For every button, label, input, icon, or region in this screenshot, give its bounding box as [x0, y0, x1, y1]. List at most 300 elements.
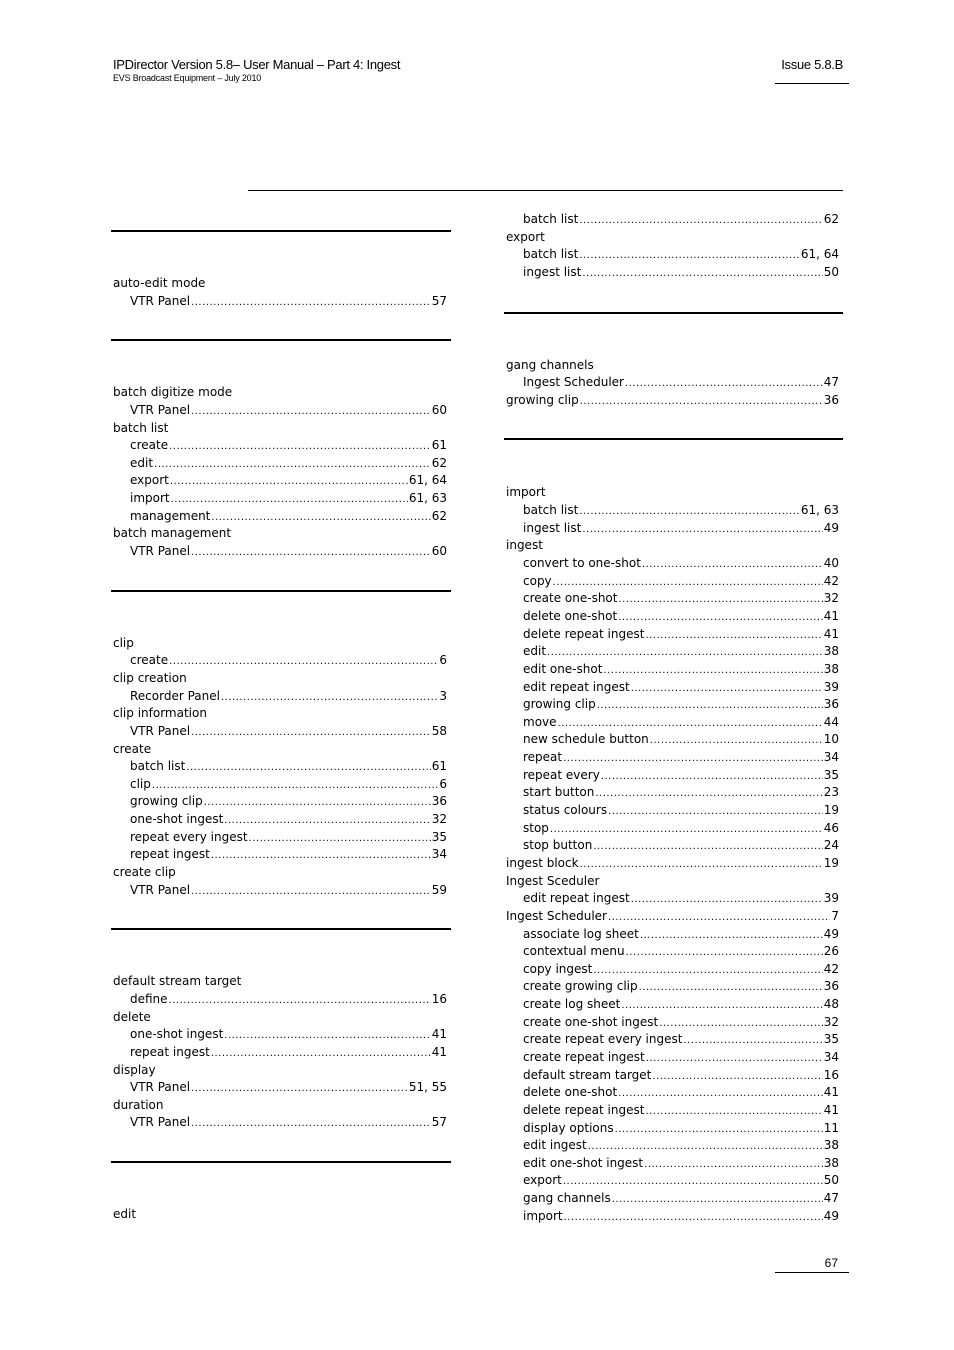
- dot-leader: [221, 689, 438, 707]
- entry-page: 16: [431, 991, 447, 1006]
- entry-page: 47: [823, 375, 839, 390]
- entry-term: edit: [523, 644, 547, 659]
- entry-term: edit one-shot: [523, 661, 603, 676]
- index-subentry: [504, 696, 843, 714]
- dot-leader: [645, 1103, 822, 1121]
- index-subentry: [504, 1208, 843, 1226]
- dot-leader: [652, 1068, 822, 1086]
- entry-term: ingest list: [523, 264, 582, 279]
- entry-term: delete repeat ingest: [523, 626, 645, 641]
- entry-page: 10: [823, 732, 839, 747]
- entry-page: 34: [431, 847, 447, 862]
- dot-leader: [224, 1027, 430, 1045]
- entry-term: batch management: [113, 526, 232, 541]
- dot-leader: [579, 212, 822, 230]
- dot-leader: [593, 838, 822, 856]
- dot-leader: [191, 1115, 431, 1133]
- index-entry: [111, 973, 451, 991]
- dot-leader: [563, 750, 823, 768]
- entry-term: status colours: [523, 803, 608, 818]
- dot-leader: [603, 662, 822, 680]
- index-subentry: [504, 608, 843, 626]
- index-entry: [504, 908, 843, 926]
- dot-leader: [169, 438, 431, 456]
- entry-page: 35: [823, 767, 839, 782]
- index-subentry: [111, 1079, 451, 1097]
- index-subentry: [111, 508, 451, 526]
- index-subentry: [111, 437, 451, 455]
- dot-leader: [621, 997, 822, 1015]
- entry-term: delete one-shot: [523, 1085, 618, 1100]
- entry-term: export: [523, 1173, 562, 1188]
- dot-leader: [152, 777, 438, 795]
- entry-page: 7: [831, 908, 839, 923]
- dot-leader: [553, 574, 823, 592]
- dot-leader: [580, 856, 823, 874]
- entry-term: edit one-shot ingest: [523, 1155, 644, 1170]
- entry-page: 60: [431, 402, 447, 417]
- entry-page: 36: [823, 697, 839, 712]
- index-subentry: [111, 402, 451, 420]
- entry-term: import: [506, 485, 546, 500]
- index-subentry: [111, 846, 451, 864]
- index-subentry: [504, 943, 843, 961]
- entry-term: repeat every: [523, 767, 600, 782]
- entry-term: VTR Panel: [130, 293, 191, 308]
- entry-page: 42: [823, 573, 839, 588]
- dot-leader: [646, 1050, 823, 1068]
- index-subentry: [504, 961, 843, 979]
- dot-leader: [186, 759, 430, 777]
- index-subentry: [111, 758, 451, 776]
- entry-term: Recorder Panel: [130, 688, 220, 703]
- issue-label: Issue 5.8.B: [781, 57, 843, 72]
- entry-page: 49: [823, 1208, 839, 1223]
- entry-term: batch list: [523, 212, 579, 226]
- entry-term: clip: [113, 635, 134, 650]
- index-entry: [504, 484, 843, 502]
- entry-term: create log sheet: [523, 997, 621, 1012]
- index-entry: [111, 741, 451, 759]
- index-subentry: [504, 926, 843, 944]
- index-subentry: [504, 1067, 843, 1085]
- index-entry: [111, 635, 451, 653]
- entry-page: 36: [823, 979, 839, 994]
- index-entry: [111, 705, 451, 723]
- entry-term: clip information: [113, 706, 207, 721]
- entry-term: batch list: [130, 759, 186, 774]
- entry-term: VTR Panel: [130, 723, 191, 738]
- dot-leader: [683, 1032, 822, 1050]
- entry-term: Ingest Scheduler: [523, 375, 624, 390]
- index-subentry: [111, 293, 451, 311]
- entry-page: 3: [439, 688, 447, 703]
- index-subentry: [504, 246, 843, 264]
- document-title: IPDirector Version 5.8– User Manual – Part 4: Ingest: [113, 57, 401, 72]
- entry-term: create repeat ingest: [523, 1049, 645, 1064]
- entry-term: create: [130, 653, 169, 668]
- entry-term: VTR Panel: [130, 544, 191, 559]
- entry-page: 36: [823, 392, 839, 407]
- dot-leader: [564, 1209, 823, 1227]
- dot-leader: [601, 768, 823, 786]
- index-subentry: [111, 991, 451, 1009]
- entry-term: display: [113, 1062, 156, 1077]
- page-number: 67: [824, 1256, 838, 1270]
- entry-page: 50: [823, 264, 839, 279]
- index-subentry: [111, 490, 451, 508]
- dot-leader: [593, 962, 822, 980]
- entry-page: 61, 63: [800, 503, 839, 518]
- dot-leader: [644, 1156, 823, 1174]
- entry-page: 38: [823, 644, 839, 659]
- index-subentry: [504, 1084, 843, 1102]
- index-entry: [504, 855, 843, 873]
- index-entry: [504, 229, 843, 247]
- index-entry: [111, 864, 451, 882]
- index-subentry: [111, 882, 451, 900]
- entry-page: 44: [823, 714, 839, 729]
- entry-term: one-shot ingest: [130, 1027, 224, 1042]
- entry-term: stop button: [523, 838, 593, 853]
- entry-term: VTR Panel: [130, 882, 191, 897]
- entry-term: clip creation: [113, 670, 187, 685]
- entry-term: create growing clip: [523, 979, 638, 994]
- entry-term: copy: [523, 573, 552, 588]
- entry-page: 32: [823, 591, 839, 606]
- dot-leader: [618, 591, 822, 609]
- entry-term: ingest block: [506, 855, 579, 870]
- index-subentry: [504, 996, 843, 1014]
- entry-page: 24: [823, 838, 839, 853]
- dot-leader: [608, 803, 823, 821]
- index-subentry: [504, 502, 843, 520]
- entry-page: 51, 55: [408, 1080, 447, 1095]
- entry-term: import: [130, 491, 170, 506]
- entry-page: 39: [823, 891, 839, 906]
- dot-leader: [631, 680, 823, 698]
- dot-leader: [191, 1080, 408, 1098]
- dot-leader: [154, 456, 431, 474]
- entry-term: batch list: [523, 503, 579, 518]
- entry-page: 41: [431, 1027, 447, 1042]
- entry-page: 61, 63: [408, 491, 447, 506]
- dot-leader: [582, 521, 822, 539]
- index-subentry: [111, 472, 451, 490]
- index-subentry: [504, 374, 843, 392]
- document-subtitle: EVS Broadcast Equipment – July 2010: [113, 73, 262, 83]
- index-subentry: [111, 1114, 451, 1132]
- dot-leader: [211, 847, 431, 865]
- entry-page: 61: [431, 438, 447, 453]
- index-subentry: [504, 626, 843, 644]
- dot-leader: [615, 1121, 823, 1139]
- index-subentry: [111, 723, 451, 741]
- dot-leader: [211, 509, 430, 527]
- dot-leader: [608, 909, 830, 927]
- section-gap: [111, 1163, 451, 1206]
- index-subentry: [504, 1137, 843, 1155]
- index-entry: [504, 873, 843, 891]
- dot-leader: [618, 1085, 823, 1103]
- entry-term: delete one-shot: [523, 608, 618, 623]
- section-gap: [111, 232, 451, 275]
- dot-leader: [211, 1045, 431, 1063]
- index-subentry: [504, 837, 843, 855]
- entry-term: import: [523, 1208, 563, 1223]
- entry-page: 48: [823, 997, 839, 1012]
- entry-page: 41: [823, 1085, 839, 1100]
- entry-term: define: [130, 991, 168, 1006]
- entry-term: create: [113, 741, 152, 756]
- entry-page: 6: [439, 776, 447, 791]
- dot-leader: [625, 375, 823, 393]
- index-top-rule: [248, 190, 843, 191]
- index-entry: [111, 670, 451, 688]
- entry-term: gang channels: [506, 357, 594, 372]
- entry-term: one-shot ingest: [130, 812, 224, 827]
- entry-term: edit: [130, 455, 154, 470]
- index-entry: [111, 1062, 451, 1080]
- index-subentry: [504, 731, 843, 749]
- entry-term: gang channels: [523, 1191, 611, 1206]
- index-entry: [111, 275, 451, 293]
- entry-page: 11: [823, 1120, 839, 1135]
- entry-page: 57: [431, 1115, 447, 1130]
- entry-term: export: [130, 473, 169, 488]
- dot-leader: [558, 715, 823, 733]
- entry-term: create one-shot ingest: [523, 1014, 659, 1029]
- dot-leader: [631, 891, 823, 909]
- index-subentry: [504, 1102, 843, 1120]
- entry-term: clip: [130, 776, 151, 791]
- entry-term: repeat ingest: [130, 847, 210, 862]
- entry-term: stop: [523, 820, 549, 835]
- index-entry: [111, 1009, 451, 1027]
- index-subentry: [111, 793, 451, 811]
- entry-term: copy ingest: [523, 961, 593, 976]
- entry-term: move: [523, 714, 557, 729]
- index-subentry: [504, 211, 843, 229]
- index-subentry: [504, 784, 843, 802]
- dot-leader: [618, 609, 823, 627]
- index-subentry: [111, 829, 451, 847]
- index-entry: [504, 537, 843, 555]
- dot-leader: [547, 644, 823, 662]
- section-gap: [504, 440, 843, 484]
- index-column-left: [111, 230, 451, 1224]
- index-subentry: [504, 820, 843, 838]
- dot-leader: [582, 265, 822, 283]
- index-subentry: [111, 688, 451, 706]
- dot-leader: [170, 473, 408, 491]
- entry-page: 49: [823, 520, 839, 535]
- entry-page: 58: [431, 723, 447, 738]
- entry-term: auto-edit mode: [113, 276, 206, 290]
- entry-term: start button: [523, 785, 595, 800]
- entry-page: 36: [431, 794, 447, 809]
- entry-term: create one-shot: [523, 591, 618, 606]
- index-subentry: [504, 679, 843, 697]
- index-entry: [111, 420, 451, 438]
- entry-term: VTR Panel: [130, 1080, 191, 1095]
- entry-term: management: [130, 508, 211, 523]
- entry-term: batch list: [113, 420, 169, 435]
- entry-term: edit: [113, 1207, 137, 1222]
- entry-term: growing clip: [506, 392, 579, 407]
- dot-leader: [645, 627, 822, 645]
- dot-leader: [249, 830, 431, 848]
- entry-term: VTR Panel: [130, 1115, 191, 1130]
- entry-page: 34: [823, 750, 839, 765]
- dot-leader: [191, 883, 431, 901]
- index-entry: [111, 384, 451, 402]
- index-entry: [111, 525, 451, 543]
- entry-page: 41: [823, 608, 839, 623]
- index-subentry: [504, 590, 843, 608]
- entry-page: 41: [823, 1102, 839, 1117]
- entry-page: 26: [823, 944, 839, 959]
- entry-term: edit repeat ingest: [523, 679, 630, 694]
- dot-leader: [642, 556, 823, 574]
- entry-term: ingest list: [523, 520, 582, 535]
- index-entry: [504, 357, 843, 375]
- section-gap: [504, 314, 843, 357]
- entry-page: 32: [823, 1014, 839, 1029]
- dot-leader: [650, 732, 823, 750]
- section-gap: [111, 930, 451, 973]
- entry-page: 6: [439, 653, 447, 668]
- entry-term: new schedule button: [523, 732, 649, 747]
- index-subentry: [111, 652, 451, 670]
- entry-page: 38: [823, 661, 839, 676]
- index-subentry: [504, 264, 843, 282]
- entry-page: 41: [431, 1044, 447, 1059]
- entry-term: create: [130, 438, 169, 453]
- entry-page: 47: [823, 1191, 839, 1206]
- entry-term: repeat every ingest: [130, 829, 248, 844]
- entry-term: delete: [113, 1009, 151, 1024]
- dot-leader: [597, 697, 823, 715]
- index-subentry: [111, 543, 451, 561]
- dot-leader: [191, 544, 431, 562]
- entry-page: 62: [431, 508, 447, 523]
- dot-leader: [588, 1138, 823, 1156]
- dot-leader: [169, 992, 431, 1010]
- entry-term: export: [506, 229, 545, 244]
- entry-term: convert to one-shot: [523, 556, 641, 571]
- index-subentry: [504, 1120, 843, 1138]
- entry-page: 42: [823, 961, 839, 976]
- dot-leader: [579, 503, 800, 521]
- section-gap: [111, 592, 451, 635]
- entry-term: batch list: [523, 247, 579, 262]
- index-subentry: [504, 890, 843, 908]
- entry-page: 60: [431, 544, 447, 559]
- index-subentry: [504, 1172, 843, 1190]
- entry-term: associate log sheet: [523, 926, 639, 941]
- index-subentry: [504, 520, 843, 538]
- index-subentry: [504, 555, 843, 573]
- index-subentry: [504, 767, 843, 785]
- entry-page: 62: [823, 212, 839, 226]
- dot-leader: [550, 821, 823, 839]
- dot-leader: [659, 1015, 823, 1033]
- entry-page: 40: [823, 556, 839, 571]
- dot-leader: [204, 794, 431, 812]
- entry-page: 46: [823, 820, 839, 835]
- entry-page: 61: [431, 759, 447, 774]
- entry-term: Ingest Scheduler: [506, 908, 607, 923]
- entry-term: default stream target: [113, 974, 242, 989]
- entry-term: default stream target: [523, 1067, 652, 1082]
- dot-leader: [224, 812, 430, 830]
- index-subentry: [504, 749, 843, 767]
- entry-term: edit repeat ingest: [523, 891, 630, 906]
- entry-term: repeat: [523, 750, 563, 765]
- entry-page: 35: [823, 1032, 839, 1047]
- index-subentry: [504, 1031, 843, 1049]
- index-subentry: [504, 661, 843, 679]
- index-subentry: [504, 643, 843, 661]
- entry-term: duration: [113, 1097, 164, 1112]
- entry-term: delete repeat ingest: [523, 1102, 645, 1117]
- index-subentry: [504, 1014, 843, 1032]
- dot-leader: [595, 785, 822, 803]
- header-rule: [775, 83, 849, 84]
- entry-term: VTR Panel: [130, 402, 191, 417]
- dot-leader: [563, 1173, 823, 1191]
- dot-leader: [612, 1191, 823, 1209]
- index-subentry: [504, 714, 843, 732]
- entry-page: 19: [823, 855, 839, 870]
- entry-page: 61, 64: [408, 473, 447, 488]
- entry-page: 49: [823, 926, 839, 941]
- entry-term: Ingest Sceduler: [506, 873, 600, 888]
- entry-page: 50: [823, 1173, 839, 1188]
- entry-term: batch digitize mode: [113, 385, 233, 400]
- dot-leader: [640, 927, 823, 945]
- index-subentry: [111, 455, 451, 473]
- index-entry: [504, 392, 843, 410]
- entry-term: display options: [523, 1120, 614, 1135]
- entry-page: 23: [823, 785, 839, 800]
- dot-leader: [169, 653, 438, 671]
- entry-term: create clip: [113, 865, 176, 880]
- dot-leader: [580, 393, 823, 411]
- index-subentry: [504, 1155, 843, 1173]
- section-gap: [111, 341, 451, 384]
- index-subentry: [504, 1190, 843, 1208]
- dot-leader: [191, 724, 431, 742]
- index-column-right: [504, 211, 843, 1225]
- dot-leader: [171, 491, 408, 509]
- dot-leader: [579, 247, 800, 265]
- entry-page: 59: [431, 882, 447, 897]
- entry-term: edit ingest: [523, 1138, 587, 1153]
- index-subentry: [504, 573, 843, 591]
- dot-leader: [191, 403, 431, 421]
- index-entry: [111, 1097, 451, 1115]
- dot-leader: [191, 294, 431, 312]
- footer-rule: [775, 1272, 849, 1273]
- entry-page: 35: [431, 829, 447, 844]
- index-subentry: [504, 978, 843, 996]
- entry-page: 61, 64: [800, 247, 839, 262]
- entry-page: 41: [823, 626, 839, 641]
- index-entry: [111, 1206, 451, 1224]
- entry-term: ingest: [506, 538, 543, 553]
